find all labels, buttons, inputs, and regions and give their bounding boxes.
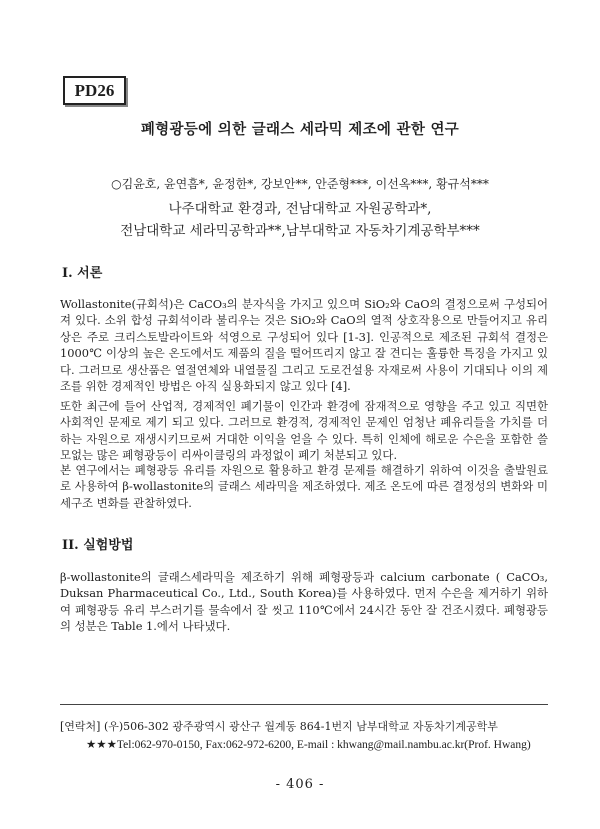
intro-paragraph-3: 본 연구에서는 폐형광등 유리를 자원으로 활용하고 환경 문제를 해결하기 위하여 이것을 출발원료로 사용하여 β-wollastonite의 글래스 세라믹을 제조하였다. 제조 온도에 따른 결정성의 변화와 미세구조 변화를 관찰하였다. — [60, 463, 548, 510]
methods-paragraph-1: β-wollastonite의 글래스세라믹을 제조하기 위해 폐형광등과 calcium carbonate ( CaCO₃, Duksan Pharmaceutical Co., Ltd., South Korea)를 사용하였다. 먼저 수은을 제거하기 위하여 폐형광등 유리 부스러기를 물속에서 잘 씻고 110℃에서 24시간 동안 잘 건조시켰다. 폐형광등의 성분은 Table 1.에서 나타냈다. — [60, 570, 548, 634]
paper-code: PD26 — [74, 80, 115, 100]
section-heading-methods: II. 실험방법 — [62, 538, 134, 553]
contact-address: [연락처] (우)506-302 광주광역시 광산구 월계동 864-1번지 남부대학교 자동차기계공학부 — [60, 720, 498, 733]
intro-paragraph-1: Wollastonite(규회석)은 CaCO₃의 분자식을 가지고 있으며 SiO₂와 CaO의 결정으로써 구성되어져 있다. 소위 합성 규회석이라 불리우는 것은 SiO₂와 CaO의 열적 상호작용으로 만들어지고 유리상은 주로 크리스토발라이트와 석영으로 구성되어 있다 [1-3]. 인공적으로 제조된 규회석 결정은 1000℃ 이상의 높은 온도에서도 제품의 질을 떨어뜨리지 않고 잘 견디는 훌륭한 특징을 가지고 있다. 그러므로 생산품은 열절연체와 내열물질 그리고 도로건설용 자재로써 사용이 기대되나 이의 제조를 위한 경제적인 방법은 아직 실용화되지 않고 있다 [4]. — [60, 297, 548, 394]
paper-code-box — [63, 76, 126, 105]
page-number: - 406 - — [275, 777, 325, 792]
contact-phone-email: ★★★Tel:062-970-0150, Fax:062-972-6200, E-mail : khwang@mail.nambu.ac.kr(Prof. Hwang) — [86, 739, 531, 751]
intro-paragraph-2: 또한 최근에 들어 산업적, 경제적인 폐기물이 인간과 환경에 잠재적으로 영향을 주고 있고 직면한 사회적인 문제로 제기 되고 있다. 그러므로 환경적, 경제적인 문제인 엄청난 폐유리들을 가치를 더하는 자원으로 재생시키므로써 거대한 이익을 얻을 수 있다. 특히 인체에 해로운 수은을 포함한 쓸모없는 많은 폐형광등이 리싸이클링의 과정없이 폐기 처분되고 있다. — [60, 399, 548, 463]
affiliation-line-1: 나주대학교 환경과, 전남대학교 자원공학과*, — [168, 201, 432, 217]
author-list: ○김윤호, 윤연흠*, 윤정한*, 강보안**, 안준형***, 이선옥***, 황규석*** — [111, 177, 489, 191]
contact-block — [60, 717, 548, 755]
affiliation-line-2: 전남대학교 세라믹공학과**,남부대학교 자동차기계공학부*** — [120, 223, 480, 239]
footnote-divider — [60, 704, 548, 705]
section-heading-introduction: I. 서론 — [62, 266, 103, 281]
paper-title: 폐형광등에 의한 글래스 세라믹 제조에 관한 연구 — [140, 121, 460, 138]
